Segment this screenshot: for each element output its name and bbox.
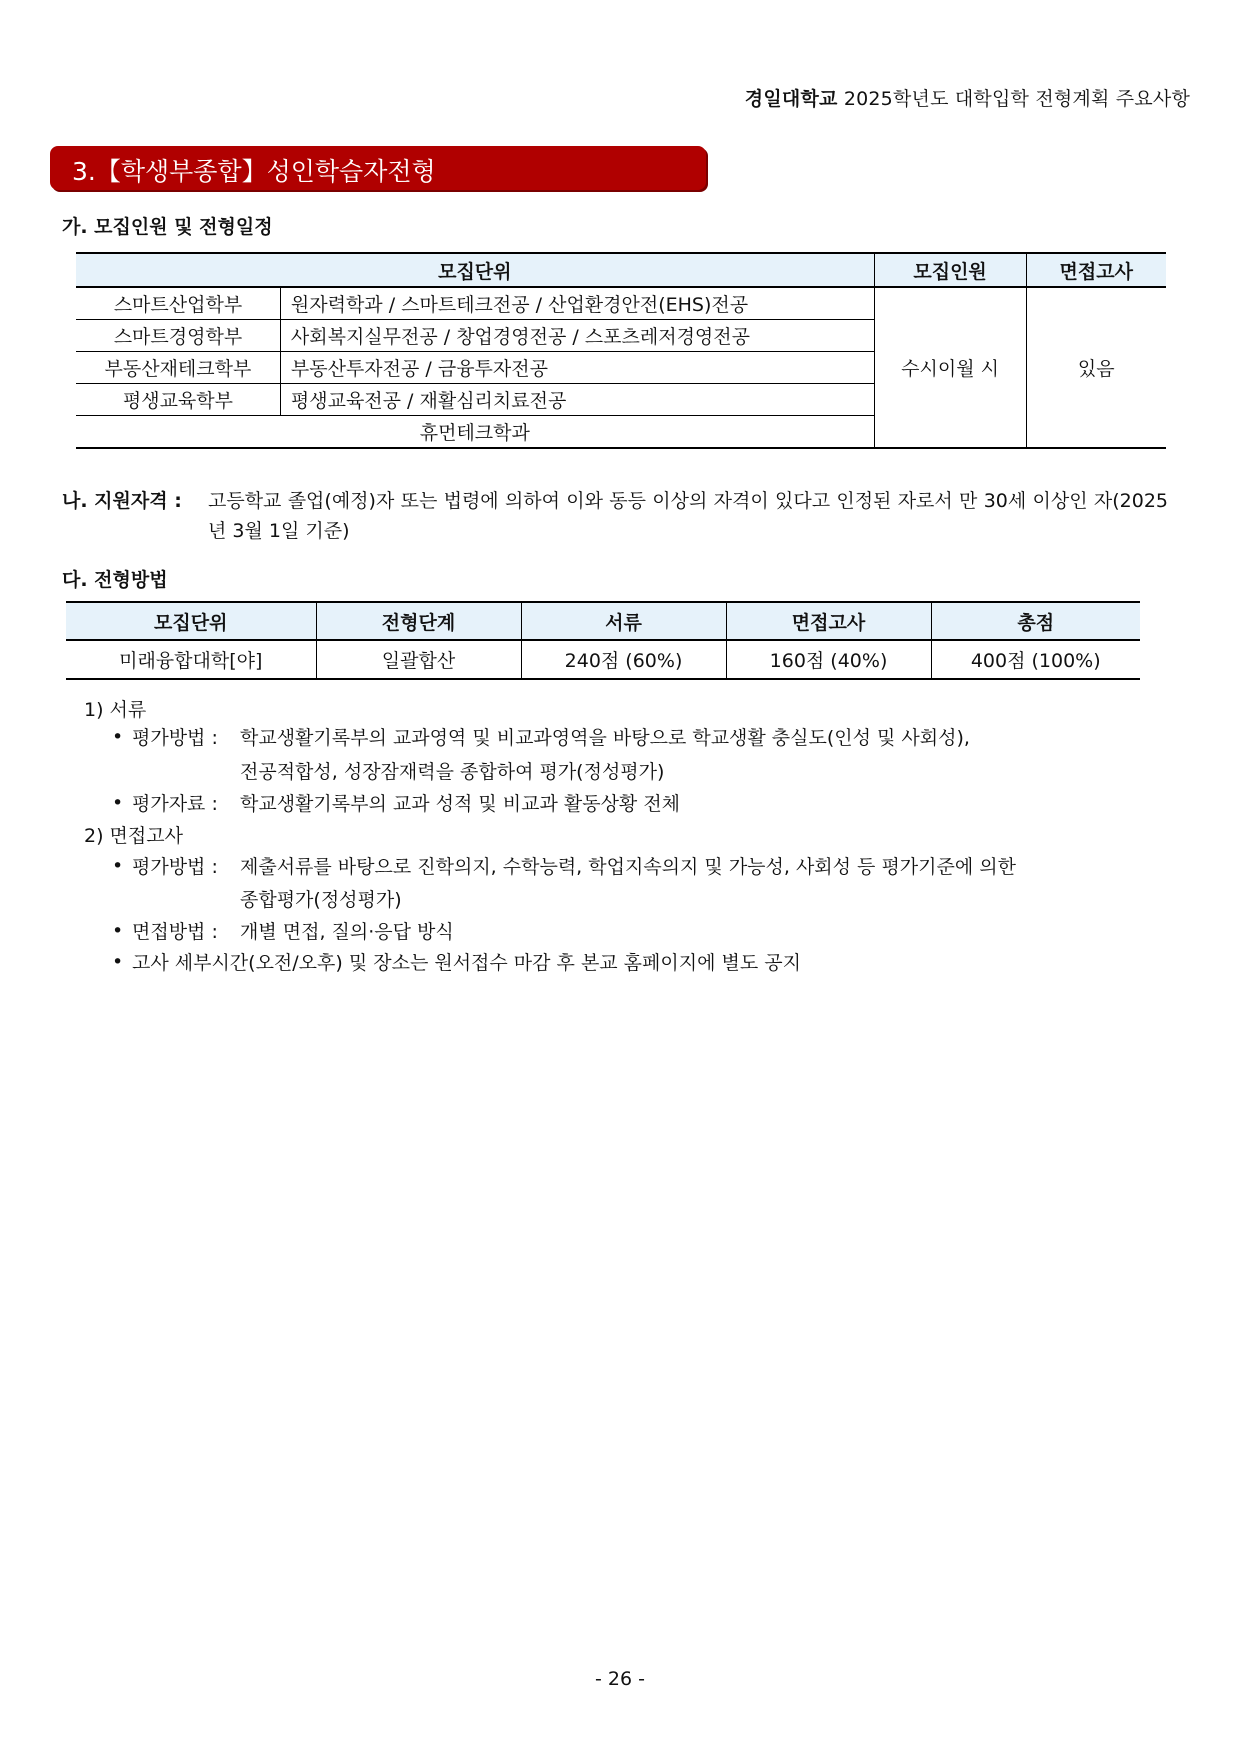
doc-method-line1: 학교생활기록부의 교과영역 및 비교과영역을 바탕으로 학교생활 충실도(인성 및 사회성),: [240, 727, 970, 749]
documents-cell: 240점 (60%): [521, 640, 726, 679]
int-way-label: 면접방법 :: [132, 921, 218, 943]
bullet-icon: •: [112, 951, 124, 973]
qualification-label: 나. 지원자격 :: [62, 490, 182, 512]
page-number: - 26 -: [595, 1668, 645, 1690]
header-total: 총점: [931, 602, 1140, 640]
header-title: 2025학년도 대학입학 전형계획 주요사항: [843, 88, 1190, 110]
dept-cell: 스마트경영학부: [76, 320, 280, 352]
header-unit: 모집단위: [76, 253, 874, 287]
dept-cell: 평생교육학부: [76, 384, 280, 416]
table-row: [76, 287, 1166, 320]
header-unit: 모집단위: [66, 602, 316, 640]
header-interview: 면접고사: [726, 602, 931, 640]
header-recruit: 모집인원: [874, 253, 1026, 287]
bullet-icon: •: [112, 726, 124, 748]
section-title: 3.【학생부종합】성인학습자전형: [72, 157, 436, 186]
school-name: 경일대학교: [744, 88, 838, 110]
section-title-bar: [50, 146, 706, 190]
recruit-cell: 수시이월 시: [874, 287, 1026, 448]
major-cell: 사회복지실무전공 / 창업경영전공 / 스포츠레저경영전공: [280, 320, 874, 352]
int-method-line1: 제출서류를 바탕으로 진학의지, 수학능력, 학업지속의지 및 가능성, 사회성 등 평가기준에 의한: [240, 856, 1016, 878]
doc-method-label: 평가방법 :: [132, 727, 218, 749]
interview-heading: 2) 면접고사: [84, 825, 183, 847]
total-cell: 400점 (100%): [931, 640, 1140, 679]
bullet-icon: •: [112, 920, 124, 942]
interview-cell: 있음: [1026, 287, 1166, 448]
major-cell: 부동산투자전공 / 금융투자전공: [280, 352, 874, 384]
bullet-icon: •: [112, 792, 124, 814]
major-cell: 원자력학과 / 스마트테크전공 / 산업환경안전(EHS)전공: [280, 287, 874, 320]
page-header: [745, 84, 1190, 111]
dept-cell: 스마트산업학부: [76, 287, 280, 320]
documents-heading: 1) 서류: [84, 699, 147, 721]
int-method-label: 평가방법 :: [132, 856, 218, 878]
header-documents: 서류: [521, 602, 726, 640]
table-row: [66, 640, 1140, 679]
doc-material-label: 평가자료 :: [132, 793, 218, 815]
major-cell: 평생교육전공 / 재활심리치료전공: [280, 384, 874, 416]
dept-cell: 부동산재테크학부: [76, 352, 280, 384]
bullet-icon: •: [112, 855, 124, 877]
doc-material-text: 학교생활기록부의 교과 성적 및 비교과 활동상황 전체: [240, 793, 681, 815]
stage-cell: 일괄합산: [316, 640, 521, 679]
interview-cell: 160점 (40%): [726, 640, 931, 679]
int-notice: 고사 세부시간(오전/오후) 및 장소는 원서접수 마감 후 본교 홈페이지에 별도 공지: [132, 952, 801, 974]
doc-method-line2: 전공적합성, 성장잠재력을 종합하여 평가(정성평가): [240, 761, 665, 783]
selection-method-table: [66, 601, 1140, 680]
int-method-line2: 종합평가(정성평가): [240, 889, 402, 911]
header-stage: 전형단계: [316, 602, 521, 640]
qualification-text: 고등학교 졸업(예정)자 또는 법령에 의하여 이와 동등 이상의 자격이 있다고 인정된 자로서 만 30세 이상인 자(2025년 3월 1일 기준): [208, 490, 1168, 542]
header-interview: 면접고사: [1026, 253, 1166, 287]
subheading-recruitment: 가. 모집인원 및 전형일정: [62, 216, 273, 238]
subheading-method: 다. 전형방법: [62, 569, 168, 591]
int-way-text: 개별 면접, 질의·응답 방식: [240, 921, 454, 943]
recruitment-table: [76, 252, 1166, 449]
humantech-cell: 휴먼테크학과: [76, 416, 874, 449]
unit-cell: 미래융합대학[야]: [66, 640, 316, 679]
